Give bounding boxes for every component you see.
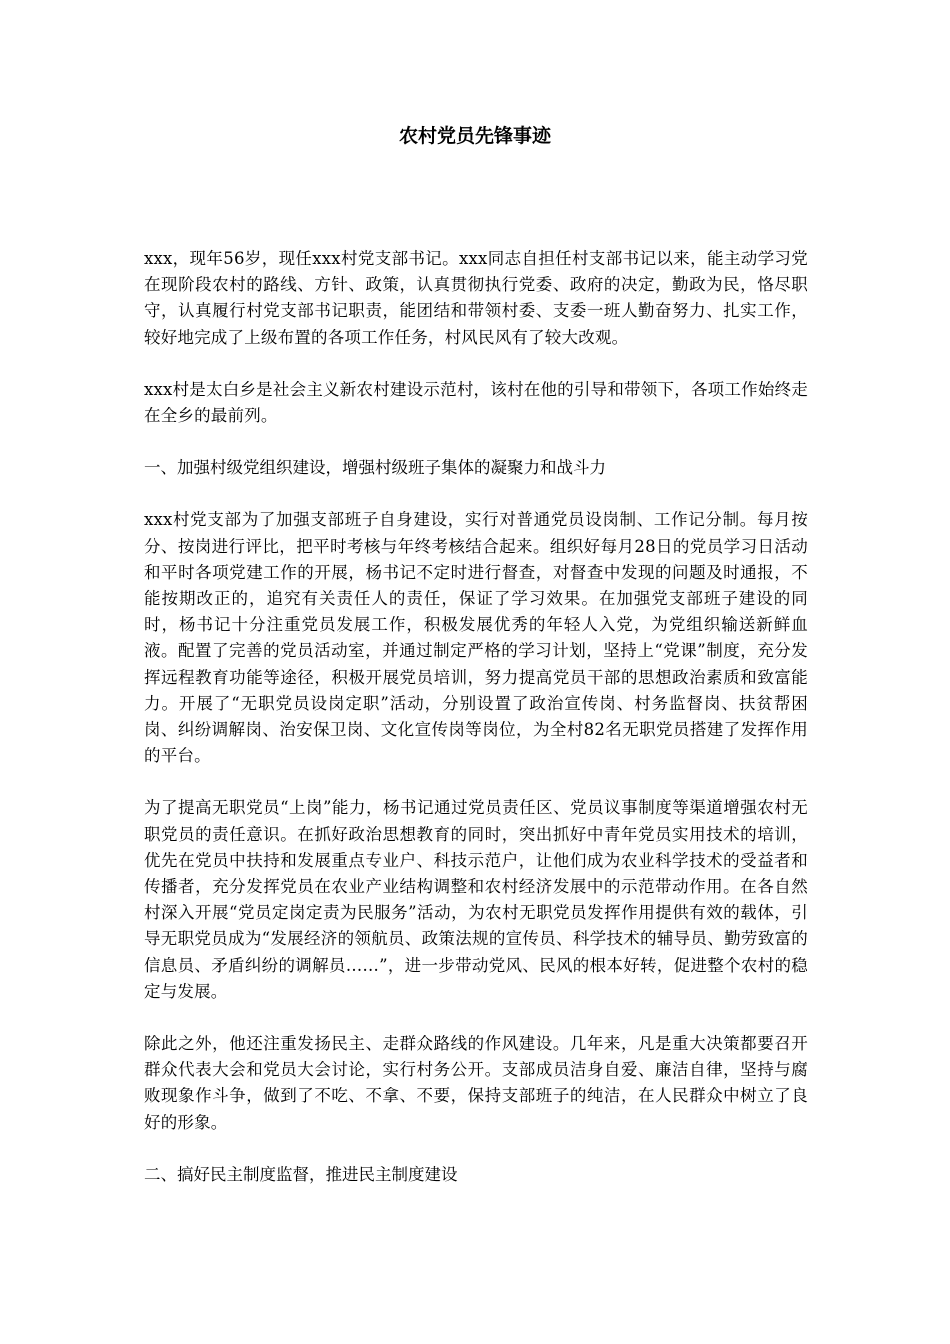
paragraph-democracy: 除此之外，他还注重发扬民主、走群众路线的作风建设。几年来，凡是重大决策都要召开群众代表大会和党员大会讨论，实行村务公开。支部成员洁身自爱、廉洁自律，坚持与腐败现象作斗争，做到了不吃、不拿、不要，保持支部班子的纯洁，在人民群众中树立了良好的形象。	[144, 1034, 808, 1132]
paragraph-party-building: xxx村党支部为了加强支部班子自身建设，实行对普通党员设岗制、工作记分制。每月按分、按岗进行评比，把平时考核与年终考核结合起来。组织好每月28日的党员学习日活动和平时各项党建工作的开展，杨书记不定时进行督查，对督查中发现的问题及时通报，不能按期改正的，追究有关责任人的责任，保证了学习效果。在加强党支部班子建设的同时，杨书记十分注重党员发展工作，积极发展优秀的年轻人入党，为党组织输送新鲜血液。配置了完善的党员活动室，并通过制定严格的学习计划，坚持上“党课”制度，充分发挥远程教育功能等途径，积极开展党员培训，努力提高党员干部的思想政治素质和致富能力。开展了“无职党员设岗定职”活动，分别设置了政治宣传岗、村务监督岗、扶贫帮困岗、纠纷调解岗、治安保卫岗、文化宣传岗等岗位，为全村82名无职党员搭建了发挥作用的平台。	[144, 510, 808, 766]
document-body	[144, 246, 808, 1214]
section-heading-1: 一、加强村级党组织建设，增强村级班子集体的凝聚力和战斗力	[144, 458, 606, 478]
section-heading-2: 二、搞好民主制度监督，推进民主制度建设	[144, 1164, 458, 1184]
document-title: 农村党员先锋事迹	[398, 125, 551, 147]
paragraph-training: 为了提高无职党员“上岗”能力，杨书记通过党员责任区、党员议事制度等渠道增强农村无职党员的责任意识。在抓好政治思想教育的同时，突出抓好中青年党员实用技术的培训，优先在党员中扶持和发展重点专业户、科技示范户，让他们成为农业科学技术的受益者和传播者，充分发挥党员在农业产业结构调整和农村经济发展中的示范带动作用。在各自然村深入开展“党员定岗定责为民服务”活动，为农村无职党员发挥作用提供有效的载体，引导无职党员成为“发展经济的领航员、政策法规的宣传员、科学技术的辅导员、勤劳致富的信息员、矛盾纠纷的调解员……”，进一步带动党风、民风的根本好转，促进整个农村的稳定与发展。	[144, 798, 808, 1001]
paragraph-intro: xxx，现年56岁，现任xxx村党支部书记。xxx同志自担任村支部书记以来，能主动学习党在现阶段农村的路线、方针、政策，认真贯彻执行党委、政府的决定，勤政为民，恪尽职守，认真履行村党支部书记职责，能团结和带领村委、支委一班人勤奋努力、扎实工作，较好地完成了上级布置的各项工作任务，村风民风有了较大改观。	[144, 249, 808, 347]
paragraph-village: xxx村是太白乡是社会主义新农村建设示范村，该村在他的引导和带领下，各项工作始终走在全乡的最前列。	[144, 379, 808, 426]
